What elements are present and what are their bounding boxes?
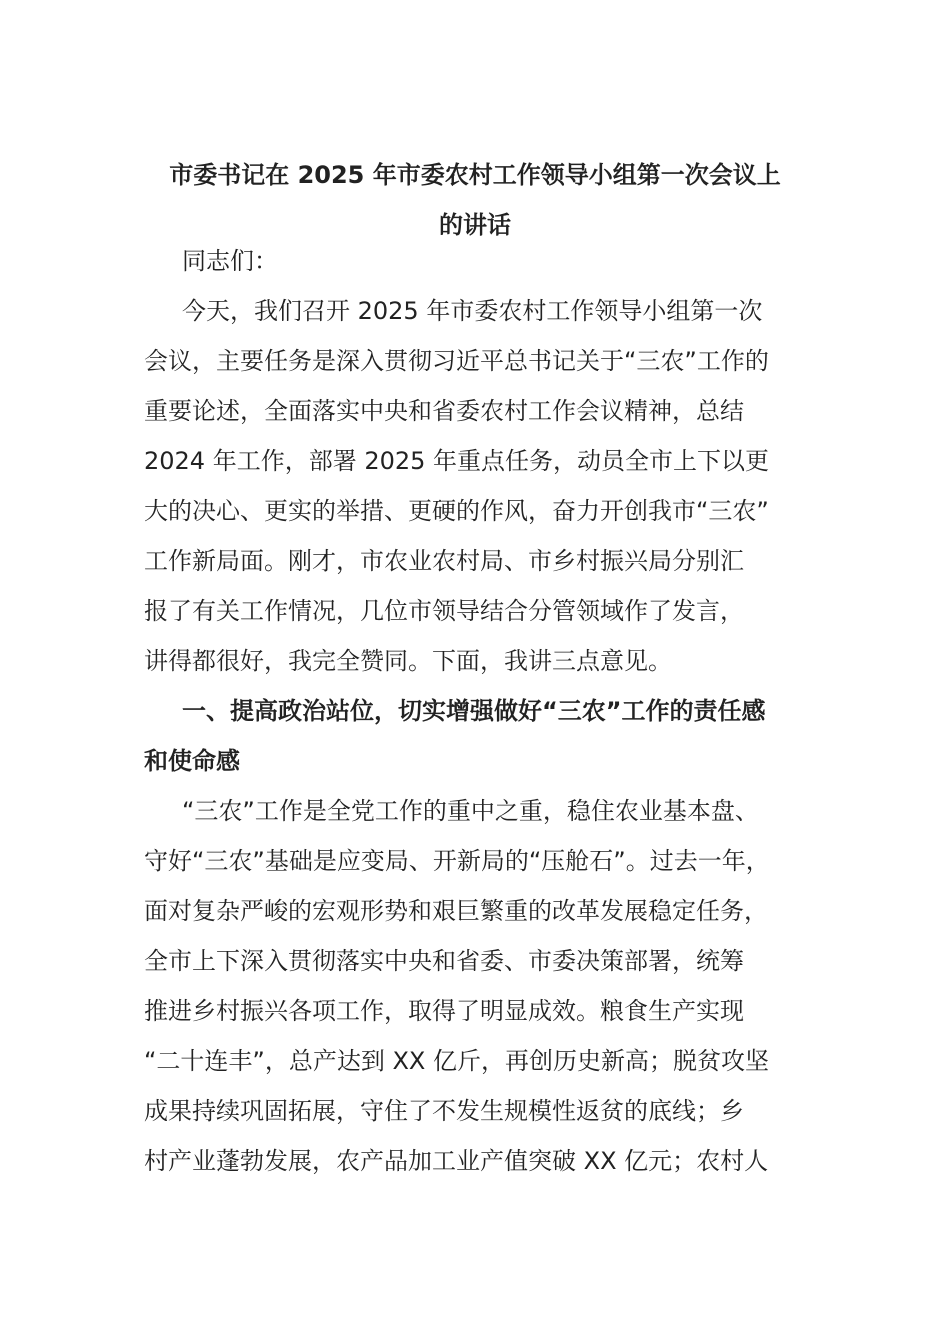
intro-line: 讲得都很好，我完全赞同。下面，我讲三点意见。 [144, 647, 672, 675]
intro-line: 工作新局面。刚才，市农业农村局、市乡村振兴局分别汇 [144, 547, 744, 575]
salutation-paragraph [144, 236, 806, 286]
section-1-line: 守好“三农”基础是应变局、开新局的“压舱石”。过去一年， [144, 847, 770, 875]
section-1-line: “三农”工作是全党工作的重中之重，稳住农业基本盘、 [182, 797, 759, 825]
section-1-line: 全市上下深入贯彻落实中央和省委、市委决策部署，统筹 [144, 947, 744, 975]
section-1-paragraph [144, 786, 806, 1186]
intro-line: 报了有关工作情况，几位市领导结合分管领域作了发言， [144, 597, 744, 625]
intro-line: 2024 年工作，部署 2025 年重点任务，动员全市上下以更 [144, 447, 770, 475]
title-line-2: 的讲话 [439, 211, 511, 239]
intro-line: 今天，我们召开 2025 年市委农村工作领导小组第一次 [182, 297, 763, 325]
heading-line: 一、提高政治站位，切实增强做好“三农”工作的责任感 [182, 697, 766, 725]
section-1-line: 村产业蓬勃发展，农产品加工业产值突破 XX 亿元；农村人 [144, 1147, 769, 1175]
section-heading-1 [144, 686, 806, 786]
intro-line: 大的决心、更实的举措、更硬的作风，奋力开创我市“三农” [144, 497, 769, 525]
section-1-line: 面对复杂严峻的宏观形势和艰巨繁重的改革发展稳定任务， [144, 897, 768, 925]
document-title [144, 150, 806, 250]
intro-line: 会议，主要任务是深入贯彻习近平总书记关于“三农”工作的 [144, 347, 769, 375]
heading-line: 和使命感 [144, 747, 240, 775]
title-line-1: 市委书记在 2025 年市委农村工作领导小组第一次会议上 [169, 161, 781, 189]
salutation: 同志们： [182, 247, 278, 275]
document-body [144, 236, 806, 1186]
section-1-line: “二十连丰”，总产达到 XX 亿斤，再创历史新高；脱贫攻坚 [144, 1047, 770, 1075]
section-1-line: 成果持续巩固拓展，守住了不发生规模性返贫的底线；乡 [144, 1097, 744, 1125]
section-1-line: 推进乡村振兴各项工作，取得了明显成效。粮食生产实现 [144, 997, 744, 1025]
intro-paragraph [144, 286, 806, 686]
intro-line: 重要论述，全面落实中央和省委农村工作会议精神，总结 [144, 397, 744, 425]
